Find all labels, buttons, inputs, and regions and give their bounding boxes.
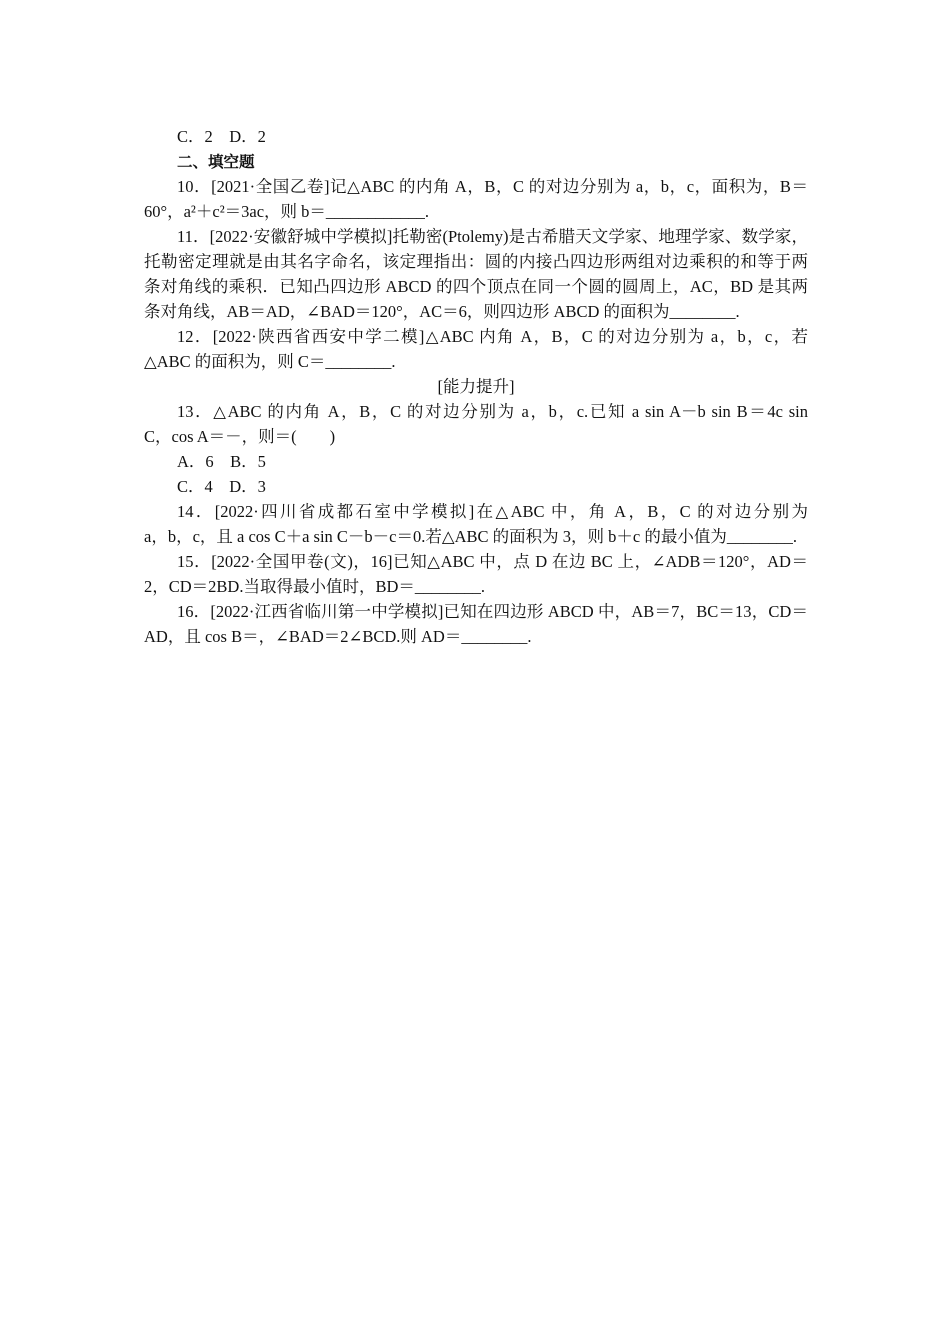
question-16-line-2: AD，且 cos B＝，∠BAD＝2∠BCD.则 AD＝________. — [144, 627, 532, 646]
question-16-line-1: 16．[2022·江西省临川第一中学模拟]已知在四边形 ABCD 中，AB＝7，BC＝13，CD＝ — [177, 602, 808, 621]
question-11-line-2: 托勒密定理就是由其名字命名，该定理指出：圆的内接凸四边形两组对边乘积的和等于两 — [144, 252, 808, 271]
section-title-fill-in-blank: 二、填空题 — [177, 153, 255, 171]
question-13-options-a-b: A．6 B．5 — [177, 452, 266, 471]
question-14-line-2: a，b，c，且 a cos C＋a sin C－b－c＝0.若△ABC 的面积为 3，则 b＋c 的最小值为________. — [144, 527, 797, 546]
question-13-line-1: 13．△ABC 的内角 A，B，C 的对边分别为 a，b，c.已知 a sin A－b sin B＝4c sin — [177, 402, 808, 421]
question-15-line-2: 2，CD＝2BD.当取得最小值时，BD＝________. — [144, 577, 486, 596]
question-10-line-2: 60°，a²＋c²＝3ac，则 b＝____________. — [144, 202, 430, 221]
question-12-line-2: △ABC 的面积为，则 C＝________. — [144, 352, 396, 371]
question-11-line-4: 条对角线，AB＝AD，∠BAD＝120°，AC＝6，则四边形 ABCD 的面积为________. — [144, 302, 740, 321]
question-10-line-1: 10．[2021·全国乙卷]记△ABC 的内角 A，B，C 的对边分别为 a，b，c，面积为，B＝ — [177, 177, 808, 196]
question-13-options-c-d: C．4 D．3 — [177, 477, 266, 496]
question-11-line-3: 条对角线的乘积．已知凸四边形 ABCD 的四个顶点在同一个圆的圆周上，AC，BD 是其两 — [144, 277, 808, 296]
question-14-line-1: 14．[2022·四川省成都石室中学模拟]在△ABC 中，角 A，B，C 的对边分别为 — [177, 502, 808, 521]
question-13-line-2: C，cos A＝－，则＝( ) — [144, 427, 336, 446]
subsection-title-ability: [能力提升] — [437, 377, 515, 396]
options-c-d: C．2 D．2 — [177, 127, 266, 146]
question-15-line-1: 15．[2022·全国甲卷(文)，16]已知△ABC 中，点 D 在边 BC 上，∠ADB＝120°，AD＝ — [177, 552, 808, 571]
question-11-line-1: 11．[2022·安徽舒城中学模拟]托勒密(Ptolemy)是古希腊天文学家、地理学家、数学家， — [177, 227, 808, 246]
question-12-line-1: 12．[2022·陕西省西安中学二模]△ABC 内角 A，B，C 的对边分别为 a，b，c，若 — [177, 327, 808, 346]
